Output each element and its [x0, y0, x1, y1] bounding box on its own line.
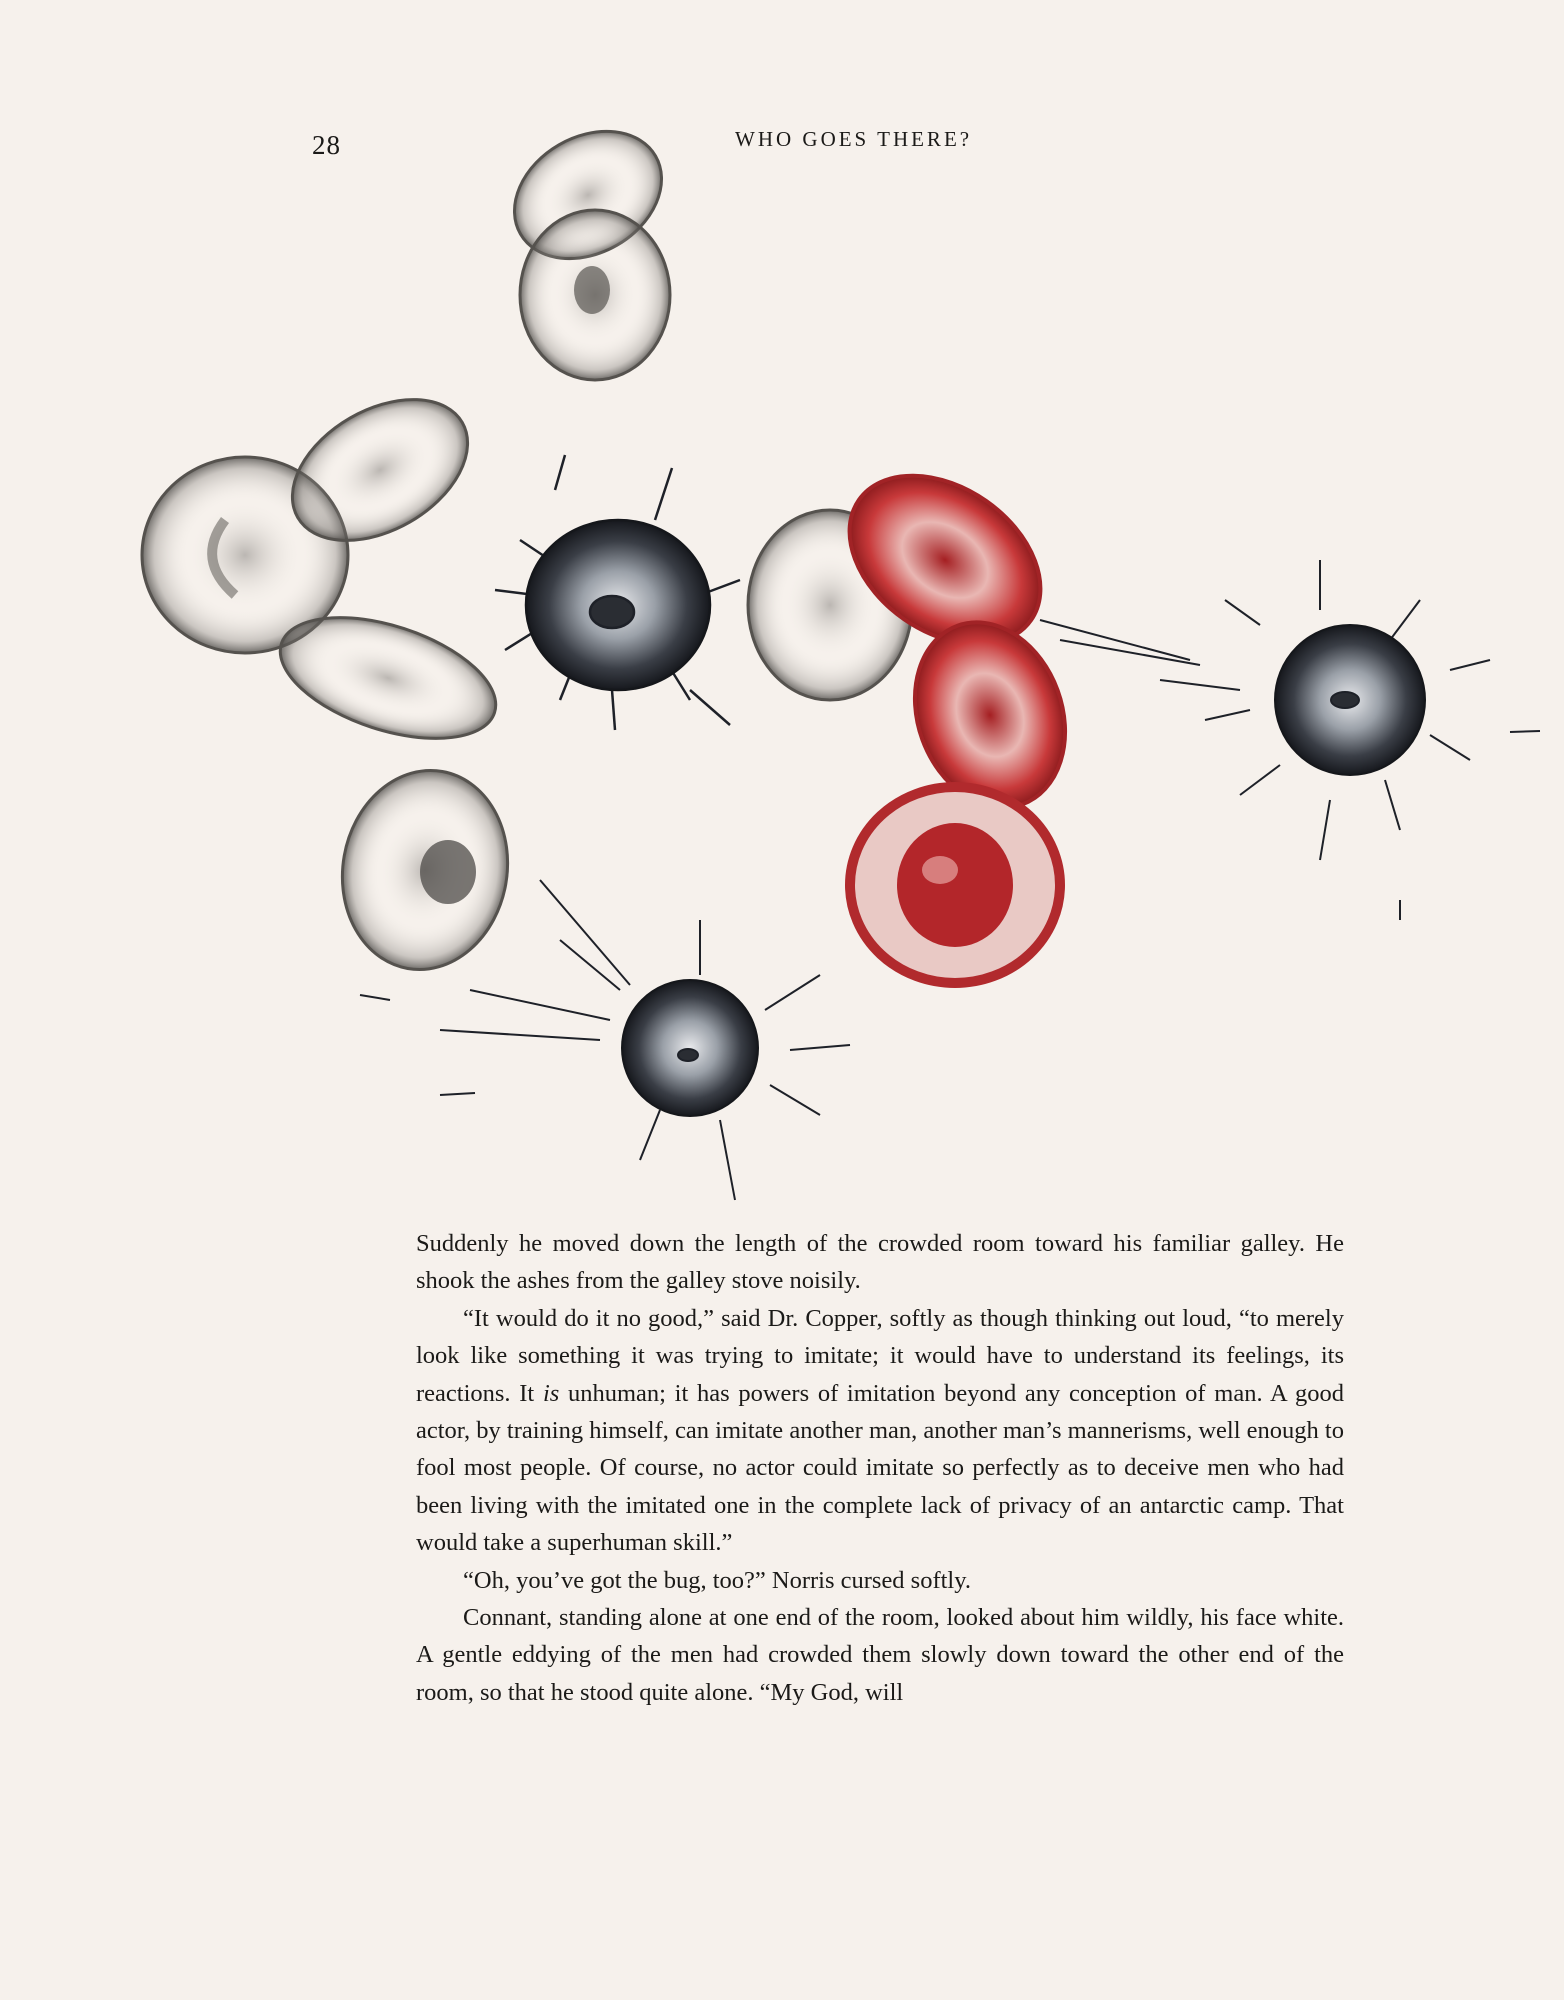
gray-cell	[327, 757, 523, 982]
spiky-dark-cell	[1040, 560, 1540, 920]
spiky-dark-cell	[495, 455, 740, 730]
red-cell	[850, 787, 1060, 983]
running-head: WHO GOES THERE?	[735, 127, 973, 151]
body-text	[416, 1225, 1344, 1711]
paragraph: Suddenly he moved down the length of the crowded room toward his familiar galley. He shook the ashes from the galley stove noisily.	[416, 1230, 1344, 1295]
paragraph: “Oh, you’ve got the bug, too?” Norris cursed softly.	[463, 1566, 972, 1594]
paragraph	[416, 1300, 1344, 1562]
paragraph: Connant, standing alone at one end of the room, looked about him wildly, his face white. A gentle eddying of the men had crowded them slowly down toward the other end of the room, so that he stood quite alone. “My God, will	[416, 1604, 1344, 1706]
page-number: 28	[312, 130, 341, 160]
paragraph-text: unhuman; it has powers of imitation beyond any conception of man. A good actor, by training himself, can imitate another man, another man’s mannerisms, well enough to fool most people. Of course, no actor could imitate so perfectly as to deceive men who had been living with the imitated one in the complete lack of privacy of an antarctic camp. That would take a superhuman skill.”	[416, 1379, 1344, 1557]
emphasis: is	[542, 1379, 560, 1407]
paragraph-text: “It would do it no good,” said Dr. Copper, softly as though thinking out loud, “to merely look like something it was trying to imitate; it would have to understand its feelings, its reactions. It	[416, 1304, 1344, 1407]
gray-cell	[520, 210, 670, 380]
